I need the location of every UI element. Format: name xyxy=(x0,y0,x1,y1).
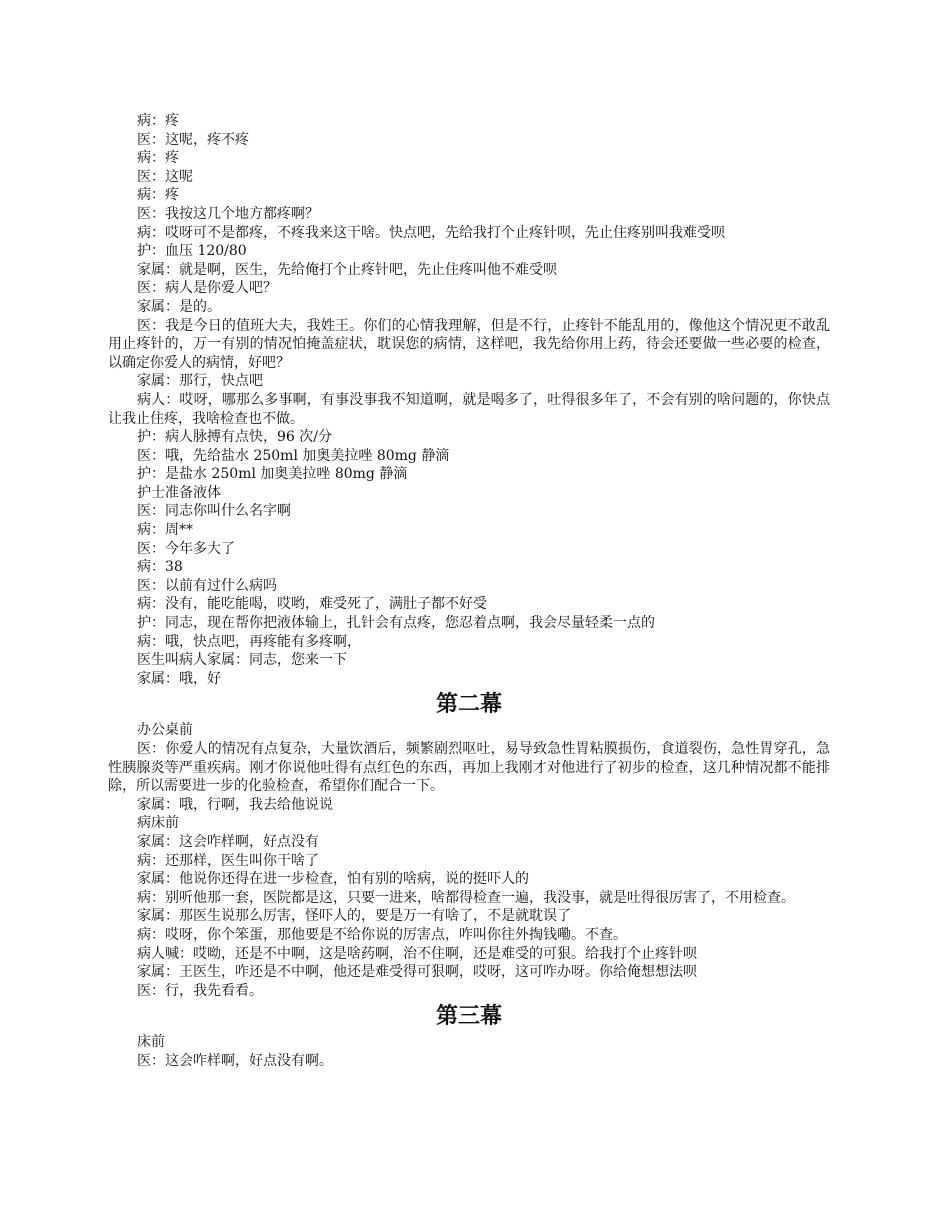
dialogue-line: 医：这会咋样啊，好点没有啊。 xyxy=(137,1052,333,1069)
scene-one xyxy=(108,112,830,688)
scene-three-heading: 第三幕 xyxy=(435,1004,502,1030)
dialogue-line: 医：哦，先给盐水 250ml 加奥美拉唑 80mg 静滴 xyxy=(137,447,450,464)
dialogue-line: 护士准备液体 xyxy=(137,484,221,501)
dialogue-line: 医：我按这几个地方都疼啊？ xyxy=(137,205,319,222)
dialogue-line: 家属：他说你还得在进一步检查，怕有别的啥病，说的挺吓人的 xyxy=(137,871,529,888)
dialogue-line: 医：行，我先看看。 xyxy=(137,982,263,999)
dialogue-line: 病人：哎呀，哪那么多事啊，有事没事我不知道啊，就是喝多了，吐得很多年了，不会有别的啥问题的，你快点让我止住疼，我啥检查也不做。 xyxy=(108,391,830,427)
scene-two xyxy=(108,721,830,1000)
dialogue-line: 病：疼 xyxy=(137,187,179,204)
dialogue-line: 医：这呢 xyxy=(137,168,193,185)
dialogue-line: 病人喊：哎呦，还是不中啊，这是啥药啊，治不住啊，还是难受的可狠。给我打个止疼针呗 xyxy=(137,945,697,962)
dialogue-line: 护：是盐水 250ml 加奥美拉唑 80mg 静滴 xyxy=(137,466,408,483)
dialogue-line: 护：同志，现在帮你把液体输上，扎针会有点疼，您忍着点啊，我会尽量轻柔一点的 xyxy=(137,615,655,632)
document-page xyxy=(108,112,830,1071)
dialogue-line: 病：周** xyxy=(137,522,193,539)
dialogue-line: 病床前 xyxy=(137,815,179,832)
dialogue-line: 医：今年多大了 xyxy=(137,540,235,557)
dialogue-line: 医：同志你叫什么名字啊 xyxy=(137,503,291,520)
dialogue-line: 医：以前有过什么病吗 xyxy=(137,577,277,594)
scene-two-heading: 第二幕 xyxy=(435,692,502,718)
dialogue-line: 病：疼 xyxy=(137,150,179,167)
dialogue-line: 护：病人脉搏有点快，96 次/分 xyxy=(137,429,332,446)
dialogue-line: 病：哦，快点吧，再疼能有多疼啊， xyxy=(137,633,361,650)
dialogue-line: 护：血压 120/80 xyxy=(137,243,247,260)
scene-three xyxy=(108,1033,830,1070)
dialogue-line: 病：哎呀可不是都疼，不疼我来这干啥。快点吧，先给我打个止疼针呗，先止住疼别叫我难受呗 xyxy=(137,224,725,241)
dialogue-line: 病：哎呀，你个笨蛋，那他要是不给你说的厉害点，咋叫你往外掏钱嘞。不查。 xyxy=(137,926,627,943)
dialogue-line: 家属：这会咋样啊，好点没有 xyxy=(137,833,319,850)
dialogue-line: 病：别听他那一套，医院都是这，只要一进来，啥都得检查一遍，我没事，就是吐得很厉害了，不用检查。 xyxy=(137,889,795,906)
dialogue-line: 家属：哦，好 xyxy=(137,670,221,687)
dialogue-line: 家属：王医生，咋还是不中啊，他还是难受得可狠啊，哎呀，这可咋办呀。你给俺想想法呗 xyxy=(137,964,697,981)
dialogue-line: 病：38 xyxy=(137,559,183,576)
dialogue-line: 床前 xyxy=(137,1034,165,1051)
dialogue-line: 病：没有，能吃能喝，哎哟，难受死了，满肚子都不好受 xyxy=(137,596,487,613)
dialogue-line: 医：病人是你爱人吧？ xyxy=(137,280,277,297)
dialogue-line: 医：你爱人的情况有点复杂，大量饮酒后，频繁剧烈呕吐，易导致急性胃粘膜损伤，食道裂伤，急性胃穿孔，急性胰腺炎等严重疾病。刚才你说他吐得有点红色的东西，再加上我刚才对他进行了初步的检查，这几种情况都不能排除，所以需要进一步的化验检查，希望你们配合一下。 xyxy=(108,741,830,795)
dialogue-line: 医：我是今日的值班大夫，我姓王。你们的心情我理解，但是不行，止疼针不能乱用的，像他这个情况更不敢乱用止疼针的，万一有别的情况怕掩盖症状，耽误您的病情，这样吧，我先给你用上药，待会还要做一些必要的检查，以确定你爱人的病情，好吧？ xyxy=(108,317,830,371)
dialogue-line: 病：疼 xyxy=(137,113,179,129)
dialogue-line: 办公桌前 xyxy=(137,722,193,739)
dialogue-line: 家属：那行，快点吧 xyxy=(137,373,263,390)
dialogue-line: 医生叫病人家属：同志，您来一下 xyxy=(137,652,347,669)
dialogue-line: 家属：哦，行啊，我去给他说说 xyxy=(137,796,333,813)
dialogue-line: 病：还那样，医生叫你干啥了 xyxy=(137,852,319,869)
dialogue-line: 家属：就是啊，医生，先给俺打个止疼针吧，先止住疼叫他不难受呗 xyxy=(137,261,557,278)
dialogue-line: 家属：是的。 xyxy=(137,298,221,315)
dialogue-line: 家属：那医生说那么厉害，怪吓人的，要是万一有啥了，不是就耽误了 xyxy=(137,908,571,925)
dialogue-line: 医：这呢，疼不疼 xyxy=(137,131,249,148)
